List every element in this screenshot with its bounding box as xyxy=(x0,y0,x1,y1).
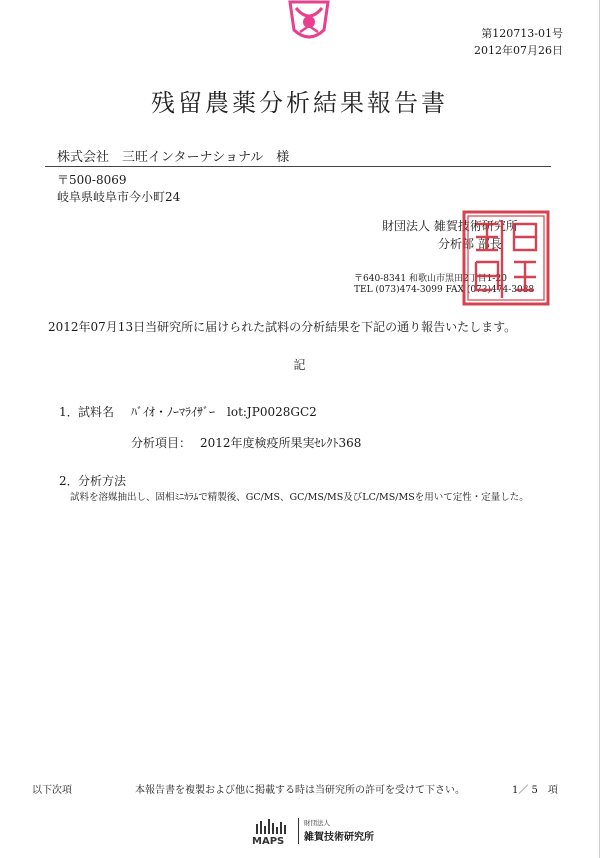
analysis-method-text: 試料を溶媒抽出し、固相ﾐﾆｶﾗﾑで精製後、GC/MS、GC/MS/MS及びLC/MS/MSを用いて定性・定量した。 xyxy=(70,492,529,503)
analysis-items-value: 2012年度検疫所果実ｾﾚｸﾄ368 xyxy=(200,436,362,450)
recipient-address: 岐阜県岐阜市今小町24 xyxy=(57,190,181,204)
section-1-number: 1． xyxy=(59,405,79,419)
continued-note: 以下次項 xyxy=(32,785,72,796)
section-2-number: 2． xyxy=(59,474,79,488)
maps-logo-text: MAPS xyxy=(252,836,285,846)
page-title: 残留農薬分析結果報告書 xyxy=(151,89,448,117)
analysis-items-label: 分析項目： xyxy=(131,436,192,450)
document-number: 第120713-01号 xyxy=(481,27,563,40)
page-number: 1／ 5 項 xyxy=(512,785,558,796)
issuer-department: 分析部 部長 xyxy=(438,237,502,251)
recipient-name: 株式会社 三旺インターナショナル 様 xyxy=(57,150,290,165)
red-square-seal-icon xyxy=(462,210,550,306)
pink-certification-mark-icon xyxy=(286,0,332,42)
copy-notice: 本報告書を複製および他に掲載する時は当研究所の許可を受けて下さい。 xyxy=(135,785,465,796)
intro-statement: 2012年07月13日当研究所に届けられた試料の分析結果を下記の通り報告いたします。 xyxy=(48,320,517,334)
issuer-phone-fax: TEL (073)474-3099 FAX (073)474-3088 xyxy=(354,285,535,295)
notation-ki: 記 xyxy=(293,358,306,372)
section-2-label: 分析方法 xyxy=(78,474,127,488)
document-date: 2012年07月26日 xyxy=(474,44,563,57)
maps-logo-icon xyxy=(248,818,300,846)
recipient-postal-code: 〒500-8069 xyxy=(57,173,127,187)
issuer-organization: 財団法人 雑賀技術研究所 xyxy=(382,219,518,233)
sample-name-value: ﾊﾞｲｵ・ﾉｰﾏﾗｲｻﾞｰ lot:JP0028GC2 xyxy=(131,405,317,419)
footer-org-name: 雑賀技術研究所 xyxy=(304,832,374,843)
footer-divider xyxy=(298,818,299,844)
issuer-address: 〒640-8341 和歌山市黒田2丁目1-20 xyxy=(354,274,507,284)
recipient-underline xyxy=(45,166,551,167)
footer-org-type: 財団法人 xyxy=(304,819,330,827)
section-1-label: 試料名 xyxy=(78,405,115,419)
